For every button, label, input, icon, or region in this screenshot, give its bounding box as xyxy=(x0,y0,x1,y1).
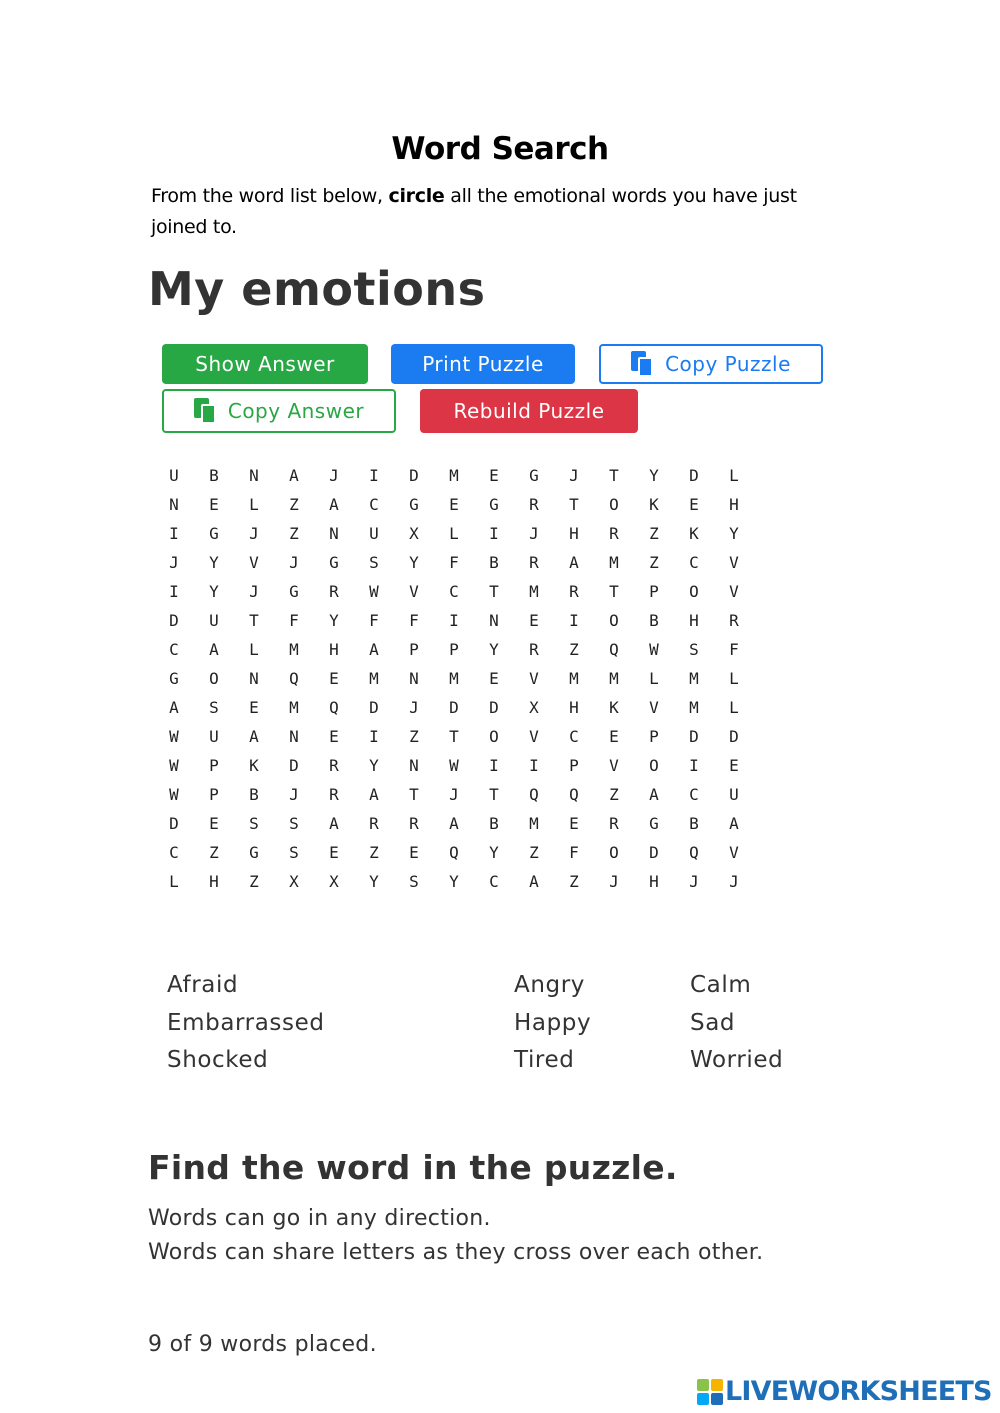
grid-letter[interactable]: I xyxy=(489,524,499,543)
grid-letter[interactable]: Z xyxy=(289,495,299,514)
grid-letter[interactable]: H xyxy=(729,495,739,514)
liveworksheets-logo-icon xyxy=(697,1379,723,1405)
grid-letter[interactable]: V xyxy=(729,582,739,601)
grid-letter[interactable]: Y xyxy=(329,611,339,630)
copy-answer-button[interactable] xyxy=(162,389,396,433)
puzzle-heading: My emotions xyxy=(148,262,486,316)
grid-letter[interactable]: S xyxy=(369,553,379,572)
grid-letter[interactable]: J xyxy=(169,553,179,572)
grid-letter[interactable]: E xyxy=(729,756,739,775)
grid-letter[interactable]: W xyxy=(369,582,379,601)
grid-letter[interactable]: F xyxy=(289,611,299,630)
grid-letter[interactable]: O xyxy=(689,582,699,601)
rebuild-puzzle-button[interactable] xyxy=(420,389,638,433)
grid-letter[interactable]: V xyxy=(529,669,539,688)
grid-letter[interactable]: W xyxy=(169,756,179,775)
rule-text: Words can go in any direction. xyxy=(148,1206,491,1231)
grid-letter[interactable]: W xyxy=(449,756,459,775)
grid-letter[interactable]: J xyxy=(249,524,259,543)
grid-letter[interactable]: N xyxy=(169,495,179,514)
grid-letter[interactable]: H xyxy=(689,611,699,630)
grid-row xyxy=(154,461,754,490)
grid-letter[interactable]: J xyxy=(329,466,339,485)
grid-row xyxy=(154,577,754,606)
grid-letter[interactable]: N xyxy=(409,669,419,688)
grid-letter[interactable]: S xyxy=(409,872,419,891)
grid-letter[interactable]: I xyxy=(449,611,459,630)
grid-row xyxy=(154,606,754,635)
grid-letter[interactable]: O xyxy=(489,727,499,746)
grid-letter[interactable]: Z xyxy=(369,843,379,862)
show-answer-button[interactable] xyxy=(162,344,368,384)
grid-letter[interactable]: A xyxy=(529,872,539,891)
grid-letter[interactable]: N xyxy=(289,727,299,746)
grid-letter[interactable]: B xyxy=(649,611,659,630)
grid-letter[interactable]: G xyxy=(649,814,659,833)
grid-letter[interactable]: S xyxy=(249,814,259,833)
grid-letter[interactable]: J xyxy=(449,785,459,804)
grid-letter[interactable]: T xyxy=(449,727,459,746)
grid-letter[interactable]: J xyxy=(249,582,259,601)
grid-letter[interactable]: Z xyxy=(529,843,539,862)
show-answer-label: Show Answer xyxy=(195,352,335,376)
grid-letter[interactable]: L xyxy=(449,524,459,543)
grid-letter[interactable]: V xyxy=(649,698,659,717)
word-list-item: Shocked xyxy=(167,1047,269,1073)
grid-letter[interactable]: G xyxy=(209,524,219,543)
grid-letter[interactable]: E xyxy=(689,495,699,514)
grid-letter[interactable]: Y xyxy=(369,872,379,891)
grid-letter[interactable]: C xyxy=(169,843,179,862)
grid-letter[interactable]: W xyxy=(649,640,659,659)
grid-letter[interactable]: L xyxy=(249,495,259,514)
grid-letter[interactable]: F xyxy=(369,611,379,630)
grid-letter[interactable]: L xyxy=(169,872,179,891)
grid-letter[interactable]: V xyxy=(249,553,259,572)
grid-letter[interactable]: X xyxy=(409,524,419,543)
grid-letter[interactable]: K xyxy=(689,524,699,543)
grid-letter[interactable]: Z xyxy=(649,553,659,572)
grid-letter[interactable]: J xyxy=(289,785,299,804)
grid-letter[interactable]: I xyxy=(369,727,379,746)
word-list-item: Tired xyxy=(514,1047,575,1073)
rebuild-puzzle-label: Rebuild Puzzle xyxy=(453,399,605,423)
grid-letter[interactable]: X xyxy=(529,698,539,717)
grid-letter[interactable]: G xyxy=(169,669,179,688)
grid-letter[interactable]: J xyxy=(609,872,619,891)
grid-letter[interactable]: I xyxy=(689,756,699,775)
grid-letter[interactable]: I xyxy=(369,466,379,485)
grid-letter[interactable]: L xyxy=(249,640,259,659)
grid-letter[interactable]: U xyxy=(729,785,739,804)
grid-letter[interactable]: M xyxy=(289,640,299,659)
grid-letter[interactable]: K xyxy=(649,495,659,514)
grid-letter[interactable]: Y xyxy=(449,872,459,891)
grid-letter[interactable]: Q xyxy=(289,669,299,688)
grid-letter[interactable]: E xyxy=(209,495,219,514)
grid-letter[interactable]: M xyxy=(289,698,299,717)
grid-letter[interactable]: A xyxy=(249,727,259,746)
grid-letter[interactable]: L xyxy=(649,669,659,688)
grid-letter[interactable]: V xyxy=(609,756,619,775)
grid-letter[interactable]: Q xyxy=(529,785,539,804)
grid-letter[interactable]: Z xyxy=(649,524,659,543)
grid-letter[interactable]: V xyxy=(409,582,419,601)
grid-letter[interactable]: R xyxy=(569,582,579,601)
grid-letter[interactable]: M xyxy=(449,669,459,688)
grid-letter[interactable]: D xyxy=(649,843,659,862)
find-heading: Find the word in the puzzle. xyxy=(148,1148,678,1187)
grid-letter[interactable]: Q xyxy=(689,843,699,862)
grid-letter[interactable]: Z xyxy=(209,843,219,862)
grid-letter[interactable]: T xyxy=(569,495,579,514)
grid-letter[interactable]: Z xyxy=(569,872,579,891)
grid-letter[interactable]: E xyxy=(329,727,339,746)
grid-letter[interactable]: A xyxy=(289,466,299,485)
grid-letter[interactable]: D xyxy=(169,611,179,630)
grid-letter[interactable]: G xyxy=(409,495,419,514)
grid-letter[interactable]: B xyxy=(489,814,499,833)
grid-letter[interactable]: M xyxy=(689,669,699,688)
grid-letter[interactable]: G xyxy=(529,466,539,485)
grid-letter[interactable]: C xyxy=(689,553,699,572)
grid-letter[interactable]: R xyxy=(729,611,739,630)
grid-row xyxy=(154,751,754,780)
grid-letter[interactable]: L xyxy=(729,698,739,717)
grid-letter[interactable]: N xyxy=(329,524,339,543)
grid-letter[interactable]: T xyxy=(609,466,619,485)
grid-letter[interactable]: E xyxy=(489,669,499,688)
grid-letter[interactable]: E xyxy=(409,843,419,862)
grid-letter[interactable]: B xyxy=(209,466,219,485)
grid-letter[interactable]: P xyxy=(649,727,659,746)
grid-letter[interactable]: R xyxy=(369,814,379,833)
grid-letter[interactable]: M xyxy=(369,669,379,688)
grid-letter[interactable]: R xyxy=(609,524,619,543)
grid-letter[interactable]: T xyxy=(609,582,619,601)
grid-letter[interactable]: R xyxy=(329,756,339,775)
grid-letter[interactable]: D xyxy=(169,814,179,833)
grid-letter[interactable]: G xyxy=(289,582,299,601)
grid-letter[interactable]: K xyxy=(609,698,619,717)
word-list-item: Sad xyxy=(690,1010,736,1036)
grid-letter[interactable]: I xyxy=(169,524,179,543)
grid-letter[interactable]: A xyxy=(329,495,339,514)
grid-letter[interactable]: S xyxy=(209,698,219,717)
grid-letter[interactable]: V xyxy=(529,727,539,746)
grid-letter[interactable]: Y xyxy=(369,756,379,775)
grid-letter[interactable]: P xyxy=(569,756,579,775)
grid-letter[interactable]: A xyxy=(169,698,179,717)
grid-letter[interactable]: Q xyxy=(449,843,459,862)
grid-letter[interactable]: E xyxy=(569,814,579,833)
grid-letter[interactable]: H xyxy=(329,640,339,659)
grid-row xyxy=(154,693,754,722)
grid-letter[interactable]: V xyxy=(729,553,739,572)
rule-text: Words can share letters as they cross over each other. xyxy=(148,1240,764,1265)
grid-letter[interactable]: L xyxy=(729,466,739,485)
grid-letter[interactable]: G xyxy=(329,553,339,572)
grid-letter[interactable]: R xyxy=(409,814,419,833)
grid-letter[interactable]: D xyxy=(489,698,499,717)
grid-letter[interactable]: E xyxy=(449,495,459,514)
grid-letter[interactable]: E xyxy=(209,814,219,833)
grid-letter[interactable]: D xyxy=(729,727,739,746)
grid-letter[interactable]: R xyxy=(329,785,339,804)
grid-letter[interactable]: N xyxy=(409,756,419,775)
grid-row xyxy=(154,809,754,838)
grid-letter[interactable]: B xyxy=(249,785,259,804)
grid-letter[interactable]: D xyxy=(409,466,419,485)
grid-letter[interactable]: A xyxy=(369,640,379,659)
grid-letter[interactable]: D xyxy=(449,698,459,717)
grid-letter[interactable]: E xyxy=(329,669,339,688)
grid-letter[interactable]: C xyxy=(449,582,459,601)
grid-letter[interactable]: C xyxy=(689,785,699,804)
grid-letter[interactable]: Q xyxy=(329,698,339,717)
grid-letter[interactable]: Y xyxy=(489,640,499,659)
grid-letter[interactable]: L xyxy=(729,669,739,688)
word-list-item: Calm xyxy=(690,972,752,998)
grid-letter[interactable]: R xyxy=(329,582,339,601)
word-list-item: Embarrassed xyxy=(167,1010,325,1036)
grid-letter[interactable]: J xyxy=(729,872,739,891)
grid-letter[interactable]: R xyxy=(529,640,539,659)
grid-letter[interactable]: I xyxy=(489,756,499,775)
grid-letter[interactable]: R xyxy=(609,814,619,833)
grid-row xyxy=(154,490,754,519)
grid-letter[interactable]: B xyxy=(489,553,499,572)
grid-letter[interactable]: F xyxy=(449,553,459,572)
grid-letter[interactable]: Z xyxy=(249,872,259,891)
grid-letter[interactable]: H xyxy=(569,698,579,717)
grid-letter[interactable]: T xyxy=(249,611,259,630)
grid-letter[interactable]: Z xyxy=(409,727,419,746)
grid-letter[interactable]: D xyxy=(689,466,699,485)
grid-letter[interactable]: Z xyxy=(569,640,579,659)
grid-letter[interactable]: A xyxy=(369,785,379,804)
grid-letter[interactable]: M xyxy=(449,466,459,485)
grid-letter[interactable]: A xyxy=(569,553,579,572)
grid-row xyxy=(154,780,754,809)
grid-letter[interactable]: H xyxy=(209,872,219,891)
grid-row xyxy=(154,838,754,867)
grid-letter[interactable]: J xyxy=(409,698,419,717)
grid-letter[interactable]: N xyxy=(249,669,259,688)
grid-letter[interactable]: T xyxy=(489,785,499,804)
grid-letter[interactable]: Q xyxy=(569,785,579,804)
grid-letter[interactable]: E xyxy=(249,698,259,717)
grid-letter[interactable]: M xyxy=(569,669,579,688)
grid-letter[interactable]: M xyxy=(689,698,699,717)
grid-letter[interactable]: R xyxy=(529,495,539,514)
grid-letter[interactable]: I xyxy=(529,756,539,775)
grid-letter[interactable]: N xyxy=(249,466,259,485)
grid-letter[interactable]: R xyxy=(529,553,539,572)
grid-letter[interactable]: Y xyxy=(209,582,219,601)
brand-name: LIVEWORKSHEETS xyxy=(725,1376,992,1407)
grid-letter[interactable]: E xyxy=(489,466,499,485)
grid-letter[interactable]: Z xyxy=(289,524,299,543)
grid-letter[interactable]: W xyxy=(169,727,179,746)
grid-letter[interactable]: P xyxy=(209,785,219,804)
grid-row xyxy=(154,722,754,751)
grid-letter[interactable]: F xyxy=(409,611,419,630)
grid-letter[interactable]: A xyxy=(209,640,219,659)
grid-letter[interactable]: P xyxy=(209,756,219,775)
grid-letter[interactable]: T xyxy=(409,785,419,804)
grid-letter[interactable]: J xyxy=(569,466,579,485)
letter-grid xyxy=(154,461,754,896)
grid-letter[interactable]: A xyxy=(649,785,659,804)
grid-row xyxy=(154,867,754,896)
grid-letter[interactable]: Y xyxy=(729,524,739,543)
grid-letter[interactable]: X xyxy=(289,872,299,891)
instructions xyxy=(151,181,851,243)
grid-letter[interactable]: J xyxy=(289,553,299,572)
grid-letter[interactable]: W xyxy=(169,785,179,804)
grid-letter[interactable]: U xyxy=(209,727,219,746)
grid-letter[interactable]: E xyxy=(329,843,339,862)
grid-letter[interactable]: M xyxy=(609,669,619,688)
grid-letter[interactable]: Y xyxy=(649,466,659,485)
grid-letter[interactable]: H xyxy=(649,872,659,891)
copy-icon xyxy=(631,351,655,377)
word-list-item: Afraid xyxy=(167,972,239,998)
grid-letter[interactable]: M xyxy=(529,814,539,833)
grid-row xyxy=(154,519,754,548)
grid-letter[interactable]: S xyxy=(289,843,299,862)
grid-row xyxy=(154,664,754,693)
word-list-item: Happy xyxy=(514,1010,592,1036)
copy-icon xyxy=(194,398,218,424)
copy-answer-label: Copy Answer xyxy=(227,399,365,423)
grid-letter[interactable]: C xyxy=(369,495,379,514)
grid-row xyxy=(154,635,754,664)
grid-letter[interactable]: A xyxy=(449,814,459,833)
grid-letter[interactable]: G xyxy=(249,843,259,862)
grid-letter[interactable]: D xyxy=(369,698,379,717)
grid-letter[interactable]: F xyxy=(569,843,579,862)
grid-letter[interactable]: O xyxy=(209,669,219,688)
grid-letter[interactable]: F xyxy=(729,640,739,659)
instruction-emphasis: circle xyxy=(388,185,445,207)
grid-letter[interactable]: C xyxy=(489,872,499,891)
grid-letter[interactable]: M xyxy=(609,553,619,572)
grid-letter[interactable]: A xyxy=(329,814,339,833)
grid-letter[interactable]: V xyxy=(729,843,739,862)
grid-letter[interactable]: O xyxy=(609,611,619,630)
grid-letter[interactable]: O xyxy=(609,495,619,514)
grid-letter[interactable]: N xyxy=(489,611,499,630)
brand-logo xyxy=(697,1376,992,1407)
grid-letter[interactable]: C xyxy=(169,640,179,659)
grid-letter[interactable]: A xyxy=(729,814,739,833)
grid-letter[interactable]: T xyxy=(489,582,499,601)
grid-letter[interactable]: Z xyxy=(609,785,619,804)
print-puzzle-button[interactable] xyxy=(391,344,575,384)
grid-letter[interactable]: Y xyxy=(209,553,219,572)
grid-letter[interactable]: I xyxy=(569,611,579,630)
instruction-text-start: From the word list below, xyxy=(151,185,389,207)
grid-letter[interactable]: D xyxy=(689,727,699,746)
grid-letter[interactable]: E xyxy=(609,727,619,746)
grid-letter[interactable]: Q xyxy=(609,640,619,659)
grid-letter[interactable]: U xyxy=(169,466,179,485)
grid-letter[interactable]: J xyxy=(529,524,539,543)
grid-letter[interactable]: J xyxy=(689,872,699,891)
grid-letter[interactable]: X xyxy=(329,872,339,891)
grid-letter[interactable]: O xyxy=(649,756,659,775)
print-puzzle-label: Print Puzzle xyxy=(422,352,544,376)
grid-letter[interactable]: U xyxy=(209,611,219,630)
instruction-text-end: all the emotional words you have just joined to. xyxy=(151,185,797,238)
grid-letter[interactable]: M xyxy=(529,582,539,601)
grid-letter[interactable]: P xyxy=(649,582,659,601)
grid-letter[interactable]: Y xyxy=(409,553,419,572)
grid-letter[interactable]: K xyxy=(249,756,259,775)
grid-letter[interactable]: O xyxy=(609,843,619,862)
grid-letter[interactable]: G xyxy=(489,495,499,514)
copy-puzzle-label: Copy Puzzle xyxy=(665,352,791,376)
grid-letter[interactable]: E xyxy=(529,611,539,630)
placement-status: 9 of 9 words placed. xyxy=(148,1332,377,1357)
word-list-item: Angry xyxy=(514,972,585,998)
grid-letter[interactable]: Y xyxy=(489,843,499,862)
grid-letter[interactable]: P xyxy=(449,640,459,659)
grid-letter[interactable]: D xyxy=(289,756,299,775)
grid-row xyxy=(154,548,754,577)
grid-letter[interactable]: I xyxy=(169,582,179,601)
word-list-item: Worried xyxy=(690,1047,784,1073)
grid-letter[interactable]: B xyxy=(689,814,699,833)
grid-letter[interactable]: C xyxy=(569,727,579,746)
copy-puzzle-button[interactable] xyxy=(599,344,823,384)
grid-letter[interactable]: U xyxy=(369,524,379,543)
grid-letter[interactable]: P xyxy=(409,640,419,659)
grid-letter[interactable]: H xyxy=(569,524,579,543)
worksheet-title: Word Search xyxy=(391,131,609,167)
grid-letter[interactable]: S xyxy=(289,814,299,833)
grid-letter[interactable]: S xyxy=(689,640,699,659)
